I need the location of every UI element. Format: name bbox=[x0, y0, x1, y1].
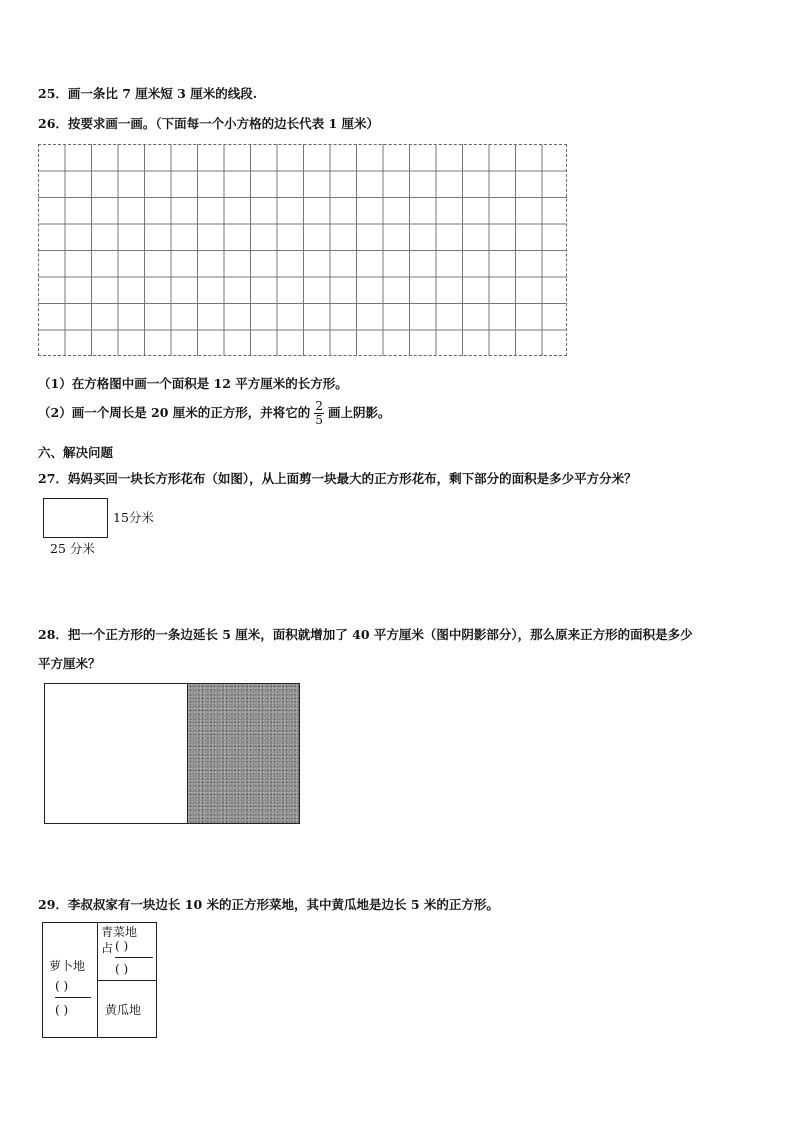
question-28-line-1: 28．把一个正方形的一条边延长 5 厘米，面积就增加了 40 平方厘米（图中阴影部分），那么原来正方形的面积是多少 bbox=[38, 627, 693, 642]
qingcai-label: 青菜地 bbox=[101, 925, 138, 939]
square-grid bbox=[38, 144, 567, 356]
shaded-extension bbox=[187, 683, 300, 824]
divider-horizontal bbox=[97, 980, 156, 981]
vegetable-garden-diagram bbox=[42, 922, 157, 1038]
cloth-rectangle bbox=[43, 498, 108, 538]
qingcai-fraction-bar bbox=[115, 957, 153, 958]
question-25: 25．画一条比 7 厘米短 3 厘米的线段. bbox=[38, 86, 258, 101]
width-label: 25 分米 bbox=[50, 541, 95, 556]
luobo-denominator-blank: ( ) bbox=[55, 1003, 69, 1017]
luobo-fraction-bar bbox=[55, 997, 91, 998]
question-26: 26．按要求画一画。（下面每一个小方格的边长代表 1 厘米） bbox=[38, 116, 380, 131]
luobo-label: 萝卜地 bbox=[49, 959, 86, 973]
question-28-line-2: 平方厘米？ bbox=[38, 656, 101, 671]
fraction bbox=[314, 400, 324, 427]
height-label: 15分米 bbox=[113, 510, 154, 525]
section-title: 六、解决问题 bbox=[38, 445, 114, 460]
original-square bbox=[44, 683, 189, 824]
zhan-label: 占 bbox=[101, 941, 114, 955]
qingcai-denominator-blank: ( ) bbox=[115, 962, 129, 976]
question-26-part-1: （1）在方格图中画一个面积是 12 平方厘米的长方形。 bbox=[38, 376, 348, 391]
fraction-numerator: 2 bbox=[315, 399, 323, 413]
question-26-part-2 bbox=[38, 400, 390, 427]
qingcai-numerator-blank: ( ) bbox=[115, 939, 129, 953]
question-27: 27．妈妈买回一块长方形花布（如图），从上面剪一块最大的正方形花布，剩下部分的面积是多少平方分米？ bbox=[38, 471, 637, 486]
fraction-denominator: 5 bbox=[315, 413, 323, 427]
huanggua-label: 黄瓜地 bbox=[105, 1003, 142, 1017]
luobo-numerator-blank: ( ) bbox=[55, 979, 69, 993]
question-29: 29．李叔叔家有一块边长 10 米的正方形菜地，其中黄瓜地是边长 5 米的正方形。 bbox=[38, 897, 499, 912]
part-2-text-after: 画上阴影。 bbox=[327, 405, 391, 420]
part-2-text-before: （2）画一个周长是 20 厘米的正方形，并将它的 bbox=[38, 405, 311, 420]
